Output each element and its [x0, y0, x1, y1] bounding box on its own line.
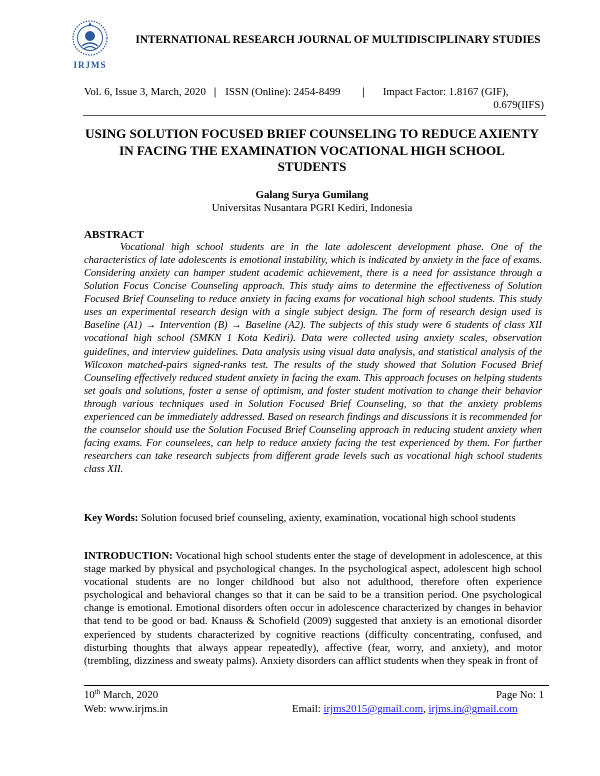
introduction-text: Vocational high school students enter the stage of development in adolescence, at this stage marked by physical and psychological changes. In the psychological aspect, adolescent high school vocational students are no longer childhood but also not adulthood, therefore often experience psychological and behavioral changes so that it can be said to be a transition period. One psychological change is emotional. Emotional disorders often occur in adolescence characterized by changes in behavior that tend to be good or bad. Knauss & Schofield (2009) suggested that anxiety is an emotional disorder experienced by students characterized by cognitive reactions (difficulty concentrating, confused, and disturbing thoughts that always appear repeatedly), affective (fear, worry, and anxiety), and motor (trembling, dizziness and sweaty palms). Anxiety disorders can afflict students when they speak in front of — [84, 551, 543, 667]
header-divider — [83, 115, 546, 116]
journal-title: INTERNATIONAL RESEARCH JOURNAL OF MULTIDISCIPLINARY STUDIES — [135, 34, 541, 46]
author-affiliation: Universitas Nusantara PGRI Kediri, Indonesia — [211, 202, 413, 214]
footer-divider — [84, 685, 549, 686]
impact-factor-line2: 0.679(IIFS) — [493, 99, 544, 111]
meta-row — [84, 86, 544, 112]
introduction-label: INTRODUCTION: — [84, 551, 173, 562]
footer-website: Web: www.irjms.in — [84, 703, 168, 715]
date-rest: March, 2020 — [102, 689, 159, 701]
separator: | — [362, 86, 365, 98]
paper-title: USING SOLUTION FOCUSED BRIEF COUNSELING TO REDUCE AXIENTY IN FACING THE EXAMINATION VOCATIONAL HIGH SCHOOL STUDENTS — [85, 126, 539, 174]
footer-date — [84, 689, 158, 702]
separator: | — [213, 86, 217, 98]
email-label: Email: — [292, 703, 324, 715]
author-name: Galang Surya Gumilang — [255, 189, 369, 201]
keywords-text: Solution focused brief counseling, axienty, examination, vocational high school students — [140, 513, 516, 524]
date-day: 10 — [84, 689, 95, 701]
page-number: Page No: 1 — [496, 689, 544, 701]
email-link-1[interactable]: irjms2015@gmail.com — [323, 703, 424, 715]
issn-info: ISSN (Online): 2454-8499 — [225, 86, 341, 98]
abstract-heading: ABSTRACT — [84, 229, 144, 241]
abstract-body: Vocational high school students are in the late adolescent development phase. One of the characteristics of late adolescents is emotional instability, which is indicated by anxiety in the face of exams. Considering anxiety can hamper student academic achievement, there is a need for assistance through a Solution Focus Concise Counseling approach. This study aims to determine the effectiveness of Solution Focused Brief Counseling to reduce anxiety in facing exams for vocational high school students. This study uses an experimental research design with a single subject design. The form of research design used is Baseline (A1) → Intervention (B) → Baseline (A2). The subjects of this study were 6 students of class XII vocational high school (SMKN 1 Kota Kediri). Data were collected using anxiety scales, observation guidelines, and interview guidelines. Data analysis using visual data analysis, and statistical analysis of the Wilcoxon matched-pairs signed-ranks test. The results of the study showed that Solution Focused Brief Counseling effectively reduced student anxiety in facing the exam. This approach focuses on helping students set goals and solutions, foster a sense of optimism, and foster student motivation to change their behavior through various techniques used in Solution Focused Brief Counseling, so that the anxiety problems experienced can be immediately addressed. Based on research findings and discussions it is recommended for the counselor should use the Solution Focused Brief Counseling approach in reducing student anxiety when facing exams. For counselees, can help to reduce anxiety facing the test experienced by them. For further researchers can take research subjects from different grade levels such as vocational high school students class XII. — [84, 242, 542, 476]
journal-logo — [68, 16, 112, 74]
email-link-2[interactable]: irjms.in@gmail.com — [428, 703, 518, 715]
impact-factor-line1: Impact Factor: 1.8167 (GIF), — [382, 86, 509, 98]
date-suffix: th — [94, 688, 101, 696]
logo-text: IRJMS — [73, 60, 107, 70]
footer-email — [292, 703, 518, 716]
keywords — [84, 512, 542, 525]
introduction — [84, 550, 542, 668]
email-separator: , — [423, 703, 429, 715]
keywords-label: Key Words: — [84, 513, 139, 524]
volume-info: Vol. 6, Issue 3, March, 2020 — [84, 86, 206, 98]
